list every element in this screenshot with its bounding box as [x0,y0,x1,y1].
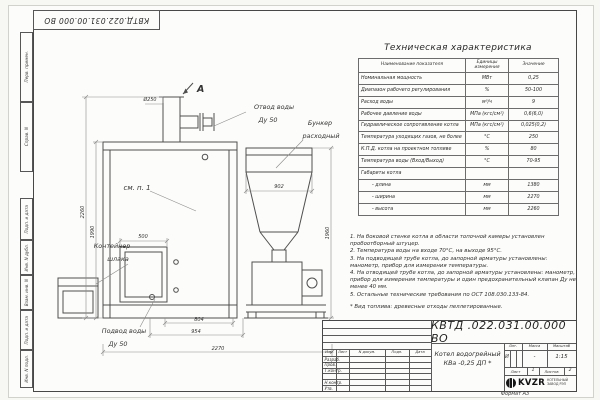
spec-cell: 2270 [509,191,559,203]
dim-total-width: 2270 [211,346,225,352]
spec-cell: 0,25 [509,73,559,85]
tb-col-podp: Подп. [391,350,403,354]
tb-sheets-label: Листов [544,368,559,374]
spec-cell: Номинальная мощность [359,73,466,85]
spec-cell: МПа (кгс/см²) [466,108,509,120]
spec-cell: Габариты котла [359,168,466,180]
fuel-bunker [246,148,312,172]
spec-cell: 2260 [509,203,559,215]
spec-cell: Диапазон рабочего регулирования [359,84,466,96]
tb-col-ndokum: N докум. [358,350,376,354]
tb-row-utv: Утв. [324,385,333,391]
stamp-label: Инв. N дубл. [24,243,29,272]
door-handle [174,260,179,265]
note-item: 1. На боковой стенке котла в области топочной камеры установлен пробоотборный штуцер. [350,234,545,248]
tb-row-prov: Пров. [324,362,337,368]
spec-cell: 250 [509,132,559,144]
bunker-label-1: Бункер [307,119,333,127]
tb-doc-number: КВТД .022.031.00.000 ВО [431,319,567,345]
outlet-leader [214,112,246,126]
dim-total-height: 2260 [80,205,86,219]
spec-table-title: Техническая характеристика [384,43,532,53]
spec-cell: 70-95 [509,156,559,168]
firebox [252,262,302,305]
tb-product-name-2: КВа -0,25 ДП * [443,360,492,367]
tb-mass-value: - [533,354,536,360]
spec-cell: - высота [359,203,466,215]
tb-col-list: Лист [337,350,348,354]
inlet-label-1: Подвод воды [101,327,147,335]
slag-label-1: Контейнер [93,242,131,250]
stamp-label: Подп. и дата [24,315,29,345]
sensor-port [202,154,208,160]
bunker-leader [276,140,303,168]
tb-row-nkontr: Н.контр. [324,379,343,385]
fuel-note: * Вид топлива: древесные отходы пеллетированные. [350,303,503,310]
slag-leader [96,264,128,284]
dim-base-width: 804 [194,317,204,323]
feed-tube [272,250,286,262]
outlet-elbow [180,116,198,128]
inlet-label-2: Ду 50 [108,340,128,348]
spec-cell: Температура воды (Вход/Выход) [359,156,466,168]
note-item: 3. На подводящей трубе котла, до запорной арматуры установлены: манометр, прибор для измерения температуры. [350,255,548,269]
spec-cell: 80 [509,144,559,156]
spec-cell: Температура уходящих газов, не более [359,132,466,144]
outlet-label-1: Отвод воды [253,103,295,111]
stamp-label: Взам. инв. N [24,278,29,307]
spec-cell: Гидравлическое сопротивление котла [359,120,466,132]
spec-cell: 0,6(6,0) [509,108,559,120]
spec-cell: К.П.Д. котла на проектном топливе [359,144,466,156]
dim-side-height: 1960 [325,226,331,240]
tb-lit-value: И [505,354,509,360]
spec-header-units: Единицы измерения [466,59,509,73]
dim-body-height: 1990 [90,225,96,239]
chimney [163,97,180,142]
dim-bunker-width: 902 [274,184,284,190]
spec-cell: - длина [359,180,466,192]
spec-cell: 1380 [509,180,559,192]
tb-mass-label: Масса [528,344,541,348]
spec-cell: % [466,144,509,156]
spec-cell: 50-100 [509,84,559,96]
stamp-label: Подп. и дата [24,204,29,234]
tb-product-name-1: Котел водогрейный [434,351,501,358]
title-block [322,320,577,392]
view-a-label: А [197,84,205,95]
tb-sheets-value: 2 [568,368,572,374]
note-item: 5. Остальные технические требования по ОСТ 108.030.133-84. [350,291,530,298]
tb-col-izm: Изм. [325,350,334,354]
spec-cell: м³/ч [466,96,509,108]
tb-lit-label: Лит. [508,344,518,348]
boiler-body [103,142,237,318]
tb-sheet-label: Лист [510,368,521,374]
dim-front-width: 954 [191,329,201,335]
dim-door-width: 500 [138,234,148,240]
kvzr-logo-text: KVZR [518,378,546,388]
note-item: 2. Температура воды на входе 70°С, на выходе 95°С. [350,248,503,255]
spec-cell: МПа (кгс/см²) [466,120,509,132]
stamp-label: Справ. N [24,127,29,147]
tb-scale-value: 1:15 [555,354,568,360]
spec-cell: МВт [466,73,509,85]
kvzr-logo [506,376,575,390]
kvzr-logo-caption [547,379,568,387]
spec-cell: °С [466,132,509,144]
see-note-label: см. п. 1 [123,184,151,192]
slag-container [58,278,98,318]
spec-cell: - ширина [359,191,466,203]
spec-cell: 9 [509,96,559,108]
tb-sheet-value: 1 [531,368,535,374]
doc-number-top-text: КВТД.022.031.00.000 ВО [43,15,150,25]
dim-chimney-diameter: Ø250 [143,98,157,103]
spec-cell: Расход воды [359,96,466,108]
outlet-label-2: Ду 50 [258,116,278,124]
feeder-motor [302,270,322,296]
tb-row-tkontr: Т.контр. [324,368,342,374]
bunker-label-2: расходный [302,132,340,140]
boiler-side-view [244,148,328,318]
tb-col-data: Дата [415,350,425,354]
spec-cell: мм [466,203,509,215]
spec-cell: Рабочее давление воды [359,108,466,120]
note-item: 4. На отводящей трубе котла, до запорной арматуры установлены: манометр, прибор для измерения температуры и один предохранительный клапан Ду не менее 40 мм. [350,269,576,291]
tb-scale-label: Масштаб [552,344,571,348]
kvzr-caption-line2: ЗАВОД РЭП [547,382,567,386]
kvzr-emblem-icon [506,378,516,388]
spec-header-value: Значение [509,59,559,73]
format-label: Формат А3 [500,391,530,397]
stamp-label: Инв. N подл. [24,355,29,383]
stamp-label: Перв. примен. [24,51,29,83]
slag-label-2: шлака [107,255,129,263]
spec-header-name: Наименование показателя [359,59,466,73]
kvzr-caption-line1: КОТЕЛЬНЫЙ [547,378,568,383]
tb-row-razrab: Разраб. [324,356,341,362]
spec-cell: мм [466,180,509,192]
spec-cell: °С [466,156,509,168]
door-handle [174,288,179,293]
spec-cell: мм [466,191,509,203]
spec-cell: 0,025(0,2) [509,120,559,132]
see-note-leader [150,191,196,211]
spec-cell: % [466,84,509,96]
dimension-lines [82,83,334,356]
inlet-leader [140,299,155,327]
